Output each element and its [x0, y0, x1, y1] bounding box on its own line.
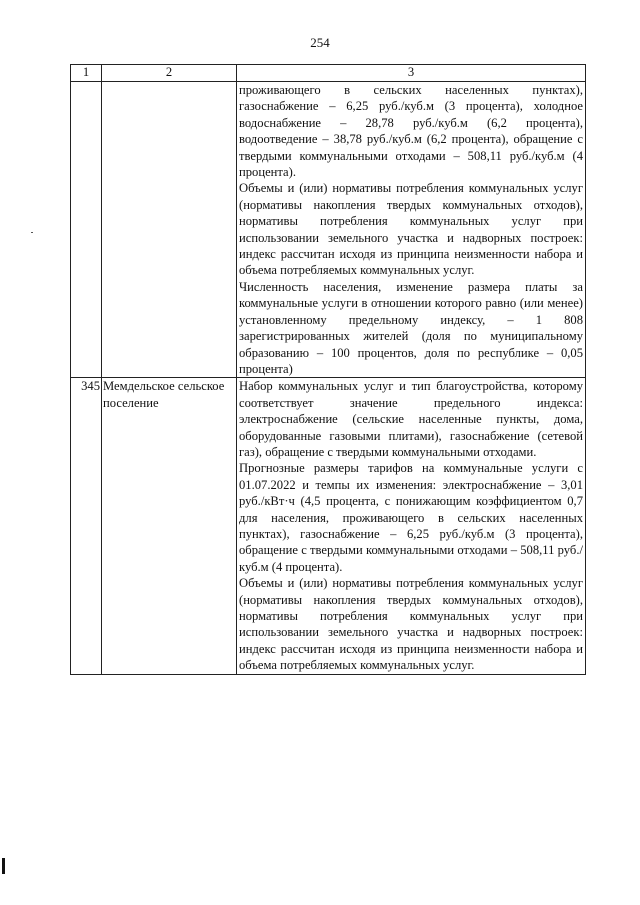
scan-edge-mark [2, 858, 5, 874]
table-row [71, 82, 586, 378]
description-paragraph: Численность населения, изменение размера платы за коммунальные услуги в отношении которого равно (или менее) установленному предельному индексу, – 1 808 зарегистрированных жителей (доля по муниципальному образованию – 100 процентов, доля по республике – 0,05 процента) [239, 279, 583, 376]
description-paragraph: Объемы и (или) нормативы потребления коммунальных услуг (нормативы накопления твердых коммунальных отходов), нормативы потребления коммунальных услуг при использовании земельного участка и надворных построек: индекс рассчитан исходя из принципа неизменности набора и объема потребляемых коммунальных услуг. [239, 576, 583, 673]
column-header-2: 2 [102, 65, 237, 82]
municipality-name-cell [102, 82, 237, 378]
description-paragraph: Прогнозные размеры тарифов на коммунальные услуги с 01.07.2022 и темпы их изменения: электроснабжение – 3,01 руб./кВт·ч (4,5 процента, с понижающим коэффициентом 0,7 для населения, проживающего в сельских населенных пунктах), газоснабжение – 6,25 руб./куб.м (3 процента), обращение с твердыми коммунальными отходами – 508,11 руб./куб.м (4 процента). [239, 461, 583, 574]
scan-speck [31, 232, 33, 233]
row-number-cell [71, 82, 102, 378]
description-paragraph: Набор коммунальных услуг и тип благоустройства, которому соответствует значение предельного индекса: электроснабжение (сельские населенные пункты, дома, оборудованные газовыми плитами), газоснабжение (сетевой газ), обращение с твердыми коммунальными отходами. [239, 379, 583, 459]
description-paragraph: Объемы и (или) нормативы потребления коммунальных услуг (нормативы накопления твердых коммунальных отходов), нормативы потребления коммунальных услуг при использовании земельного участка и надворных построек: индекс рассчитан исходя из принципа неизменности набора и объема потребляемых коммунальных услуг. [239, 181, 583, 278]
table-row [71, 378, 586, 674]
description-cell [237, 378, 586, 674]
column-header-3: 3 [237, 65, 586, 82]
page-number: 254 [310, 35, 330, 50]
municipality-name-cell: Мемдельское сельское поселение [102, 378, 237, 674]
row-number-cell: 345 [71, 378, 102, 674]
column-header-1: 1 [71, 65, 102, 82]
table-header-row [71, 65, 586, 82]
description-cell [237, 82, 586, 378]
tariff-table [70, 64, 586, 675]
description-paragraph: проживающего в сельских населенных пунктах), газоснабжение – 6,25 руб./куб.м (3 процента), холодное водоснабжение – 28,78 руб./куб.м (6,2 процента), водоотведение – 38,78 руб./куб.м (6,2 процента), обращение с твердыми коммунальными отходами – 508,11 руб./куб.м (4 процента). [239, 83, 583, 180]
